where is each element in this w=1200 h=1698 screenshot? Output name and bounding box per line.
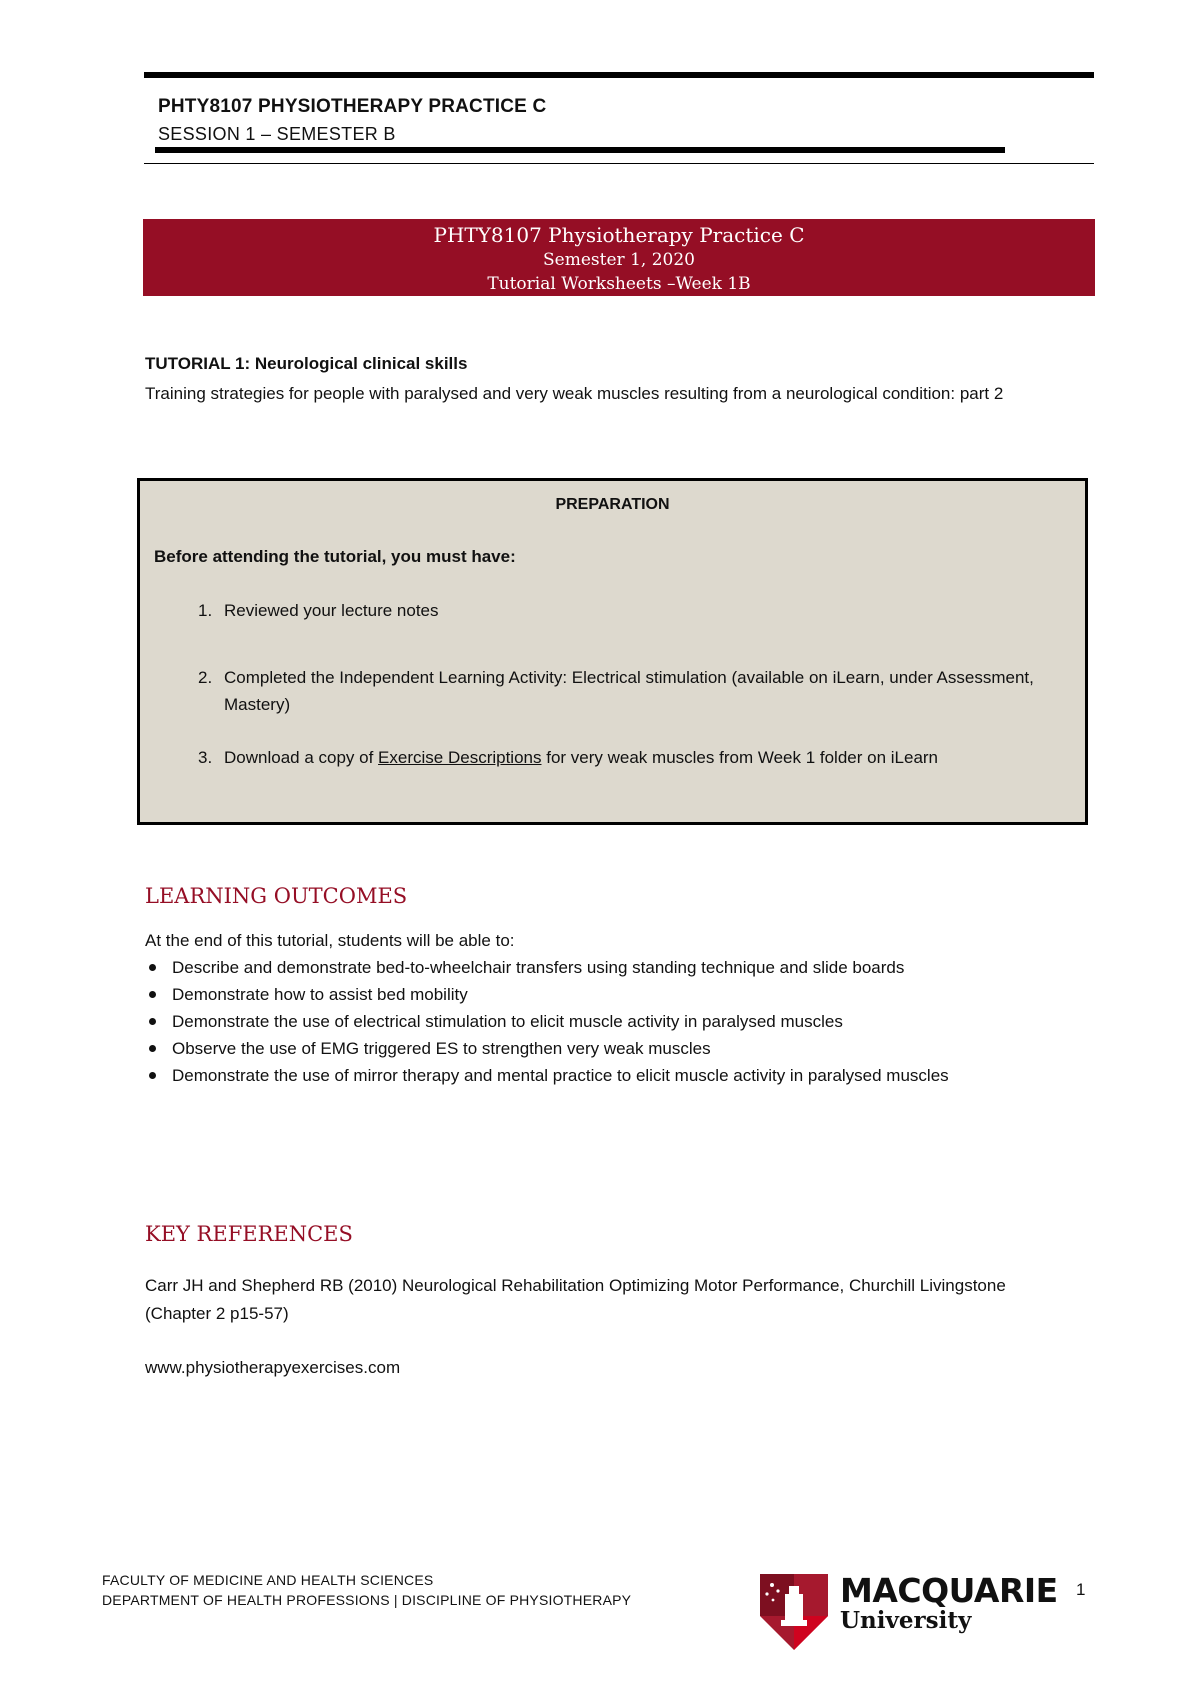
- banner-title: PHTY8107 Physiotherapy Practice C: [433, 223, 805, 247]
- preparation-item-number: 3.: [198, 748, 213, 767]
- list-item: [145, 1008, 1075, 1035]
- list-item: [145, 1062, 1072, 1089]
- course-title: PHTY8107 PHYSIOTHERAPY PRACTICE C: [158, 96, 547, 117]
- learning-outcomes-intro: At the end of this tutorial, students will be able to:: [145, 931, 515, 950]
- preparation-item-prefix: Download a copy of: [224, 748, 379, 767]
- footer-faculty: FACULTY OF MEDICINE AND HEALTH SCIENCES: [102, 1572, 434, 1588]
- list-item-text: Demonstrate the use of electrical stimulation to elicit muscle activity in paralysed muscles: [172, 1012, 843, 1031]
- banner-worksheet: Tutorial Worksheets –Week 1B: [487, 274, 751, 294]
- learning-outcomes-list: [145, 954, 1075, 1089]
- banner-semester: Semester 1, 2020: [543, 250, 695, 270]
- reference-citation: Carr JH and Shepherd RB (2010) Neurological Rehabilitation Optimizing Motor Performance, Churchill Livingstone (Chapter 2 p15-57): [145, 1276, 1006, 1323]
- reference-website-link[interactable]: www.physiotherapyexercises.com: [145, 1358, 401, 1377]
- learning-outcomes-heading: LEARNING OUTCOMES: [145, 884, 408, 908]
- tutorial-description: Training strategies for people with paralysed and very weak muscles resulting from a neurological condition: part 2: [145, 384, 1004, 403]
- list-item: [145, 954, 1075, 981]
- preparation-box: [137, 478, 1088, 825]
- bullet-icon: [149, 1018, 156, 1025]
- list-item: [145, 1035, 1075, 1062]
- header-top-rule: [144, 72, 1094, 78]
- tutorial-title: TUTORIAL 1: Neurological clinical skills: [145, 354, 468, 373]
- bullet-icon: [149, 1072, 156, 1079]
- preparation-item-text: [224, 744, 1034, 771]
- header-bottom-rule: [155, 147, 1005, 153]
- bullet-icon: [149, 964, 156, 971]
- bullet-icon: [149, 1045, 156, 1052]
- session-label: SESSION 1 – SEMESTER B: [158, 124, 396, 144]
- list-item-text: Demonstrate how to assist bed mobility: [172, 985, 468, 1004]
- logo-subtext: University: [840, 1607, 972, 1634]
- preparation-item-text: Reviewed your lecture notes: [224, 601, 439, 620]
- preparation-item-number: 1.: [198, 601, 213, 620]
- list-item-text: Observe the use of EMG triggered ES to strengthen very weak muscles: [172, 1039, 711, 1058]
- footer-department: DEPARTMENT OF HEALTH PROFESSIONS | DISCIPLINE OF PHYSIOTHERAPY: [102, 1592, 632, 1608]
- list-item-text: Demonstrate the use of mirror therapy and mental practice to elicit muscle activity in paralysed muscles: [172, 1066, 949, 1085]
- key-references-heading: KEY REFERENCES: [145, 1222, 353, 1246]
- header-thin-rule: [144, 163, 1094, 164]
- title-banner: [143, 219, 1095, 296]
- exercise-descriptions-link[interactable]: Exercise Descriptions: [378, 748, 542, 767]
- preparation-item-number: 2.: [198, 668, 213, 687]
- list-item: [145, 981, 1075, 1008]
- list-item-text: Describe and demonstrate bed-to-wheelchair transfers using standing technique and slide boards: [172, 958, 905, 977]
- bullet-icon: [149, 991, 156, 998]
- logo-wordmark: MACQUARIE: [840, 1571, 1058, 1610]
- preparation-item-text: Completed the Independent Learning Activity: Electrical stimulation (available on iLearn, under Assessment, Mastery): [224, 668, 1034, 714]
- page-number: 1: [1076, 1580, 1086, 1599]
- preparation-intro: Before attending the tutorial, you must have:: [154, 547, 516, 566]
- preparation-heading: PREPARATION: [555, 496, 670, 513]
- university-logo-icon: [758, 1572, 830, 1652]
- preparation-item-suffix: for very weak muscles from Week 1 folder on iLearn: [541, 748, 939, 767]
